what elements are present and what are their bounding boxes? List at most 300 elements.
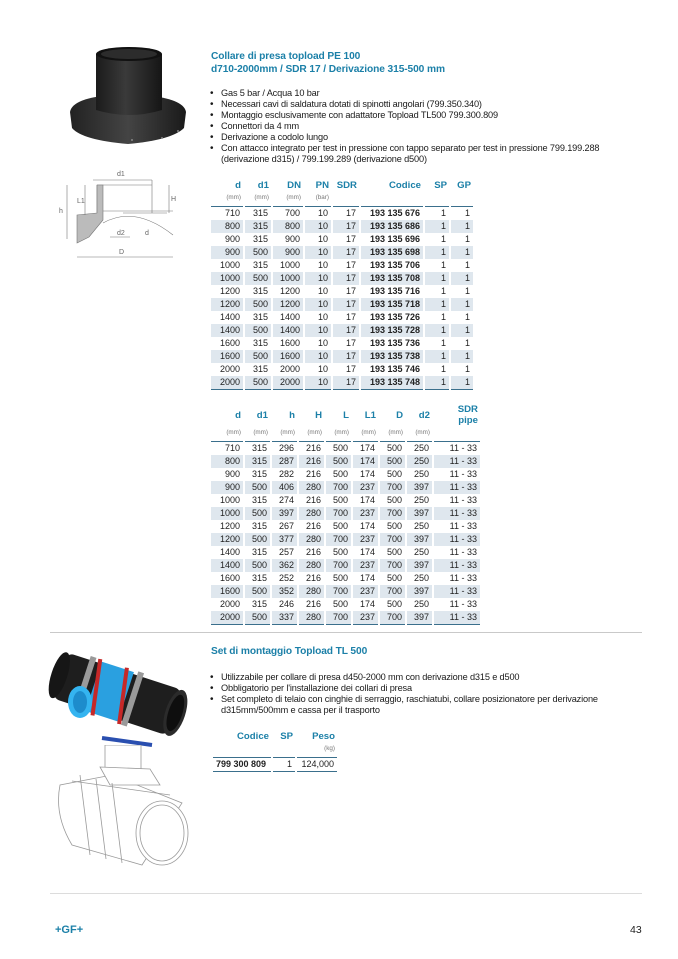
table-cell: 2000	[219, 364, 240, 374]
table-row	[211, 494, 480, 507]
table-cell: 500	[245, 376, 271, 390]
table-cell: 1	[425, 220, 449, 233]
table-cell: 1400	[273, 324, 303, 337]
table-cell: 280	[299, 533, 324, 546]
table-cell: 1600	[211, 350, 243, 363]
table-row	[211, 298, 473, 311]
table-cell: 500	[245, 611, 270, 625]
table-cell: 17	[345, 286, 356, 296]
table-cell: 17	[333, 350, 359, 363]
table-row	[211, 507, 480, 520]
table-row	[211, 324, 473, 337]
table-row	[211, 207, 473, 220]
table-cell: 11 - 33	[434, 481, 480, 494]
table-cell: 280	[299, 585, 324, 598]
table-cell: 250	[413, 547, 429, 557]
table-cell: 1400	[219, 312, 240, 322]
table-cell: 315	[251, 573, 267, 583]
table-row	[211, 350, 473, 363]
table-cell: 193 135 736	[369, 338, 420, 348]
table-cell: 250	[407, 455, 432, 468]
table-cell: 500	[245, 533, 270, 546]
mounting-set-table	[211, 731, 339, 772]
unit-label: (mm)	[272, 426, 297, 442]
feature-item: • Set completo di telaio con cinghie di serraggio, raschiatubi, collare posizionatore per derivazione d315mm/500mm e cassa per il trasporto	[209, 694, 609, 716]
table-cell: 500	[245, 585, 270, 598]
unit-label: (bar)	[305, 191, 331, 207]
table-cell: 1	[464, 286, 470, 296]
table-cell: 10	[317, 208, 328, 218]
table-cell: 315	[252, 312, 268, 322]
table-cell: 216	[305, 573, 321, 583]
table-cell: 1400	[279, 312, 300, 322]
table-cell: 237	[353, 585, 378, 598]
table-cell: 10	[317, 312, 328, 322]
table-cell: 10	[305, 350, 331, 363]
table-cell: 500	[245, 246, 271, 259]
table-cell: 216	[305, 469, 321, 479]
table-cell: 1400	[211, 559, 243, 572]
table-cell: 700	[380, 507, 405, 520]
table-cell: 500	[386, 443, 402, 453]
col-header: H	[315, 409, 322, 421]
product-photo-saddle	[62, 40, 192, 150]
table-cell: 700	[326, 533, 351, 546]
table-cell: 500	[332, 469, 348, 479]
table-cell: 500	[245, 298, 271, 311]
table-cell: 17	[333, 246, 359, 259]
unit-label: (mm)	[407, 426, 432, 442]
table-row	[211, 546, 480, 559]
table-cell: 315	[245, 455, 270, 468]
table-cell: 250	[413, 443, 429, 453]
unit-label: (kg)	[297, 742, 337, 758]
svg-text:H: H	[171, 196, 177, 203]
table-cell: 193 135 706	[369, 260, 420, 270]
table-cell: 17	[333, 324, 359, 337]
table-row	[211, 520, 480, 533]
table-cell: 216	[305, 599, 321, 609]
table-cell: 500	[332, 547, 348, 557]
table-cell: 1200	[279, 286, 300, 296]
table-cell: 1000	[211, 507, 243, 520]
col-header: Codice	[237, 731, 269, 742]
table-cell: 500	[245, 481, 270, 494]
table-cell: 1	[425, 246, 449, 259]
table-cell: 700	[380, 585, 405, 598]
table-cell: 174	[359, 599, 375, 609]
table-cell: 274	[278, 495, 294, 505]
table-cell: 700	[326, 585, 351, 598]
table-cell: 500	[245, 559, 270, 572]
table-cell: 1000	[273, 272, 303, 285]
table-row	[211, 559, 480, 572]
col-header: GP	[457, 180, 471, 191]
table-cell: 193 135 708	[361, 272, 423, 285]
mounting-set-feature-list	[209, 672, 609, 716]
table-header-row	[211, 404, 480, 426]
table-cell: 10	[317, 260, 328, 270]
table-cell: 237	[353, 533, 378, 546]
table-cell: 1	[440, 364, 446, 374]
table-cell: 500	[245, 507, 270, 520]
table-cell: 1	[451, 350, 473, 363]
table-cell: 10	[317, 364, 328, 374]
table-cell: 900	[211, 481, 243, 494]
unit-label: (mm)	[211, 426, 243, 442]
table-cell: 10	[305, 272, 331, 285]
cell-codice: 799 300 809	[213, 758, 271, 772]
table-cell: 1200	[211, 298, 243, 311]
col-header: d2	[418, 409, 430, 421]
table-units-row	[213, 742, 337, 758]
table-cell: 397	[272, 507, 297, 520]
table-cell: 315	[252, 260, 268, 270]
table-header-row	[211, 180, 473, 191]
table-cell: 11 - 33	[449, 469, 477, 479]
col-header: SP	[434, 180, 447, 191]
table-cell: 1	[451, 246, 473, 259]
table-cell: 1	[451, 298, 473, 311]
table-cell: 315	[251, 547, 267, 557]
table-cell: 174	[359, 547, 375, 557]
col-header: d	[235, 409, 241, 421]
table-cell: 11 - 33	[449, 521, 477, 531]
product-title-line2: d710-2000mm / SDR 17 / Derivazione 315-500 mm	[211, 63, 445, 75]
table-cell: 282	[278, 469, 294, 479]
table-cell: 2000	[279, 364, 300, 374]
table-cell: 11 - 33	[434, 611, 480, 625]
table-cell: 1600	[219, 338, 240, 348]
table-cell: 1	[425, 376, 449, 390]
table-cell: 900	[224, 469, 240, 479]
table-cell: 17	[345, 208, 356, 218]
table-cell: 1200	[273, 298, 303, 311]
col-header: h	[289, 409, 295, 421]
feature-item: • Gas 5 bar / Acqua 10 bar	[209, 88, 604, 99]
table-cell: 1600	[273, 350, 303, 363]
table-cell: 1	[451, 324, 473, 337]
table-cell: 280	[299, 507, 324, 520]
table-cell: 315	[252, 234, 268, 244]
table-cell: 800	[273, 220, 303, 233]
col-header: D	[396, 409, 403, 421]
table-row	[211, 233, 473, 246]
table-cell: 1200	[219, 521, 240, 531]
technical-drawing	[55, 165, 185, 265]
table-cell: 352	[272, 585, 297, 598]
table-cell: 1600	[279, 338, 300, 348]
table-cell: 900	[284, 234, 300, 244]
col-header: DN	[287, 180, 301, 191]
table-cell: 1	[451, 376, 473, 390]
table-cell: 800	[211, 455, 243, 468]
table-cell: 1000	[219, 495, 240, 505]
table-cell: 1000	[211, 272, 243, 285]
table-cell: 1	[425, 298, 449, 311]
table-cell: 11 - 33	[449, 573, 477, 583]
table-cell: 250	[413, 521, 429, 531]
table-cell: 11 - 33	[434, 507, 480, 520]
table-cell: 377	[272, 533, 297, 546]
table-cell: 1000	[219, 260, 240, 270]
table-cell: 500	[386, 547, 402, 557]
table-cell: 174	[359, 521, 375, 531]
table-cell: 267	[278, 521, 294, 531]
table-cell: 337	[272, 611, 297, 625]
table-row	[211, 285, 473, 298]
table-cell: 1200	[219, 286, 240, 296]
table-cell: 1	[440, 208, 446, 218]
table-cell: 193 135 716	[369, 286, 420, 296]
table-cell: 193 135 748	[361, 376, 423, 390]
table-cell: 1	[440, 234, 446, 244]
table-cell: 1	[440, 286, 446, 296]
table-cell: 11 - 33	[434, 455, 480, 468]
table-cell: 700	[326, 507, 351, 520]
table-row	[211, 572, 480, 585]
col-header: Codice	[389, 180, 421, 191]
mounting-set-title: Set di montaggio Topload TL 500	[211, 646, 368, 657]
table-cell: 11 - 33	[449, 443, 477, 453]
svg-text:d: d	[145, 230, 149, 237]
table-cell: 11 - 33	[449, 599, 477, 609]
table-cell: 193 135 698	[361, 246, 423, 259]
table-cell: 1	[464, 208, 470, 218]
table-cell: 237	[353, 559, 378, 572]
table-cell: 1	[464, 260, 470, 270]
feature-item: • Montaggio esclusivamente con adattatore Topload TL500 799.300.809	[209, 110, 604, 121]
table-cell: 17	[345, 312, 356, 322]
table-row	[211, 598, 480, 611]
table-cell: 1	[440, 312, 446, 322]
table-cell: 1600	[219, 573, 240, 583]
table-units-row	[211, 191, 473, 207]
table-cell: 17	[333, 298, 359, 311]
table-cell: 500	[386, 495, 402, 505]
table-cell: 10	[305, 220, 331, 233]
table-cell: 216	[305, 521, 321, 531]
table-cell: 193 135 686	[361, 220, 423, 233]
table-cell: 10	[305, 376, 331, 390]
table-cell: 700	[326, 481, 351, 494]
table-cell: 500	[380, 455, 405, 468]
table-cell: 315	[251, 599, 267, 609]
spec-table-codes	[209, 180, 475, 390]
table-cell: 10	[305, 246, 331, 259]
feature-item: • Connettori da 4 mm	[209, 121, 604, 132]
table-cell: 500	[386, 521, 402, 531]
col-header: Peso	[312, 731, 335, 742]
table-row	[211, 337, 473, 350]
table-cell: 500	[386, 573, 402, 583]
svg-text:L1: L1	[77, 198, 85, 205]
table-cell: 700	[326, 611, 351, 625]
table-cell: 700	[380, 533, 405, 546]
table-cell: 2000	[219, 599, 240, 609]
table-cell: 174	[359, 573, 375, 583]
table-cell: 710	[224, 443, 240, 453]
table-cell: 315	[252, 364, 268, 374]
feature-item: • Necessari cavi di saldatura dotati di spinotti angolari (799.350.340)	[209, 99, 604, 110]
table-cell: 1000	[279, 260, 300, 270]
table-cell: 2000	[211, 611, 243, 625]
col-header: L1	[364, 409, 376, 421]
table-row	[211, 246, 473, 259]
unit-label: (mm)	[299, 426, 324, 442]
table-cell: 10	[317, 286, 328, 296]
table-cell: 17	[333, 220, 359, 233]
table-cell: 500	[332, 495, 348, 505]
feature-item: • Con attacco integrato per test in pressione con tappo separato per test in pressione 799.199.288 (derivazione d315) / 799.199.289 (derivazione d500)	[209, 143, 604, 165]
table-cell: 900	[211, 246, 243, 259]
product-photo-mounting-set	[42, 640, 192, 750]
table-cell: 237	[353, 481, 378, 494]
table-row	[211, 272, 473, 285]
table-cell: 397	[407, 507, 432, 520]
table-cell: 700	[380, 481, 405, 494]
table-header-row	[213, 731, 337, 742]
table-row	[211, 259, 473, 272]
table-row	[211, 611, 480, 625]
feature-item: • Utilizzabile per collare di presa d450-2000 mm con derivazione d315 e d500	[209, 672, 609, 683]
unit-label: (mm)	[353, 426, 378, 442]
table-cell: 10	[305, 298, 331, 311]
table-cell: 500	[332, 521, 348, 531]
gf-logo: +GF+	[55, 924, 84, 936]
col-header: d1	[256, 409, 268, 421]
table-cell: 397	[407, 559, 432, 572]
table-cell: 216	[299, 455, 324, 468]
table-units-row	[211, 426, 480, 442]
table-row	[211, 533, 480, 546]
table-cell: 10	[305, 324, 331, 337]
cell-peso: 124,000	[297, 758, 337, 772]
unit-label: (mm)	[245, 426, 270, 442]
table-cell: 700	[284, 208, 300, 218]
table-cell: 10	[317, 338, 328, 348]
col-header: L	[343, 409, 349, 421]
table-cell: 237	[353, 611, 378, 625]
table-cell: 1	[440, 338, 446, 348]
table-cell: 315	[251, 495, 267, 505]
feature-item: • Derivazione a codolo lungo	[209, 132, 604, 143]
table-cell: 1	[451, 220, 473, 233]
table-cell: 216	[305, 547, 321, 557]
table-cell: 17	[345, 260, 356, 270]
table-cell: 1	[425, 350, 449, 363]
unit-label: (mm)	[326, 426, 351, 442]
table-row	[211, 311, 473, 324]
table-cell: 397	[407, 585, 432, 598]
table-cell: 315	[252, 208, 268, 218]
table-cell: 17	[345, 234, 356, 244]
table-cell: 700	[380, 559, 405, 572]
table-cell: 193 135 728	[361, 324, 423, 337]
table-cell: 296	[278, 443, 294, 453]
table-cell: 237	[353, 507, 378, 520]
table-cell: 193 135 726	[369, 312, 420, 322]
col-header: SDR pipe	[457, 404, 478, 426]
table-cell: 900	[224, 234, 240, 244]
table-cell: 315	[251, 521, 267, 531]
table-cell: 216	[305, 443, 321, 453]
table-cell: 193 135 696	[369, 234, 420, 244]
table-cell: 500	[332, 443, 348, 453]
cell-sp: 1	[273, 758, 295, 772]
table-cell: 174	[353, 455, 378, 468]
table-cell: 2000	[211, 376, 243, 390]
table-cell: 11 - 33	[434, 559, 480, 572]
table-cell: 11 - 33	[434, 585, 480, 598]
table-cell: 1	[425, 324, 449, 337]
table-cell: 700	[326, 559, 351, 572]
table-row	[211, 363, 473, 376]
table-cell: 193 135 746	[369, 364, 420, 374]
table-row	[213, 758, 337, 772]
table-cell: 11 - 33	[449, 495, 477, 505]
table-cell: 257	[278, 547, 294, 557]
table-row	[211, 481, 480, 494]
table-cell: 315	[251, 469, 267, 479]
feature-list	[209, 88, 604, 165]
table-cell: 1	[464, 312, 470, 322]
table-cell: 250	[413, 469, 429, 479]
table-cell: 246	[278, 599, 294, 609]
table-cell: 174	[359, 443, 375, 453]
table-cell: 500	[245, 272, 271, 285]
table-cell: 280	[299, 559, 324, 572]
table-cell: 11 - 33	[434, 533, 480, 546]
table-cell: 1	[440, 260, 446, 270]
table-cell: 17	[333, 376, 359, 390]
table-cell: 287	[272, 455, 297, 468]
table-cell: 500	[245, 324, 271, 337]
table-cell: 280	[299, 611, 324, 625]
table-cell: 1	[464, 338, 470, 348]
svg-text:h: h	[59, 208, 63, 215]
table-cell: 252	[278, 573, 294, 583]
col-header: d1	[257, 180, 269, 191]
table-cell: 1	[451, 272, 473, 285]
table-cell: 17	[333, 272, 359, 285]
svg-text:D: D	[119, 249, 125, 256]
table-cell: 193 135 676	[369, 208, 420, 218]
table-cell: 250	[413, 599, 429, 609]
col-header: SP	[280, 731, 293, 742]
table-cell: 500	[332, 573, 348, 583]
section-divider	[50, 632, 642, 633]
table-cell: 315	[251, 443, 267, 453]
footer-divider	[50, 893, 642, 894]
col-header: d	[235, 180, 241, 191]
table-cell: 315	[252, 338, 268, 348]
table-cell: 362	[272, 559, 297, 572]
table-cell: 500	[326, 455, 351, 468]
table-cell: 315	[252, 286, 268, 296]
unit-label: (mm)	[245, 191, 271, 207]
unit-label: (mm)	[211, 191, 243, 207]
table-cell: 397	[407, 481, 432, 494]
svg-text:d1: d1	[117, 171, 125, 178]
table-cell: 1	[464, 234, 470, 244]
table-cell: 174	[359, 495, 375, 505]
unit-label: (mm)	[273, 191, 303, 207]
table-cell: 1200	[211, 533, 243, 546]
table-cell: 250	[413, 495, 429, 505]
page-number: 43	[630, 924, 642, 936]
col-header: PN	[315, 180, 329, 191]
